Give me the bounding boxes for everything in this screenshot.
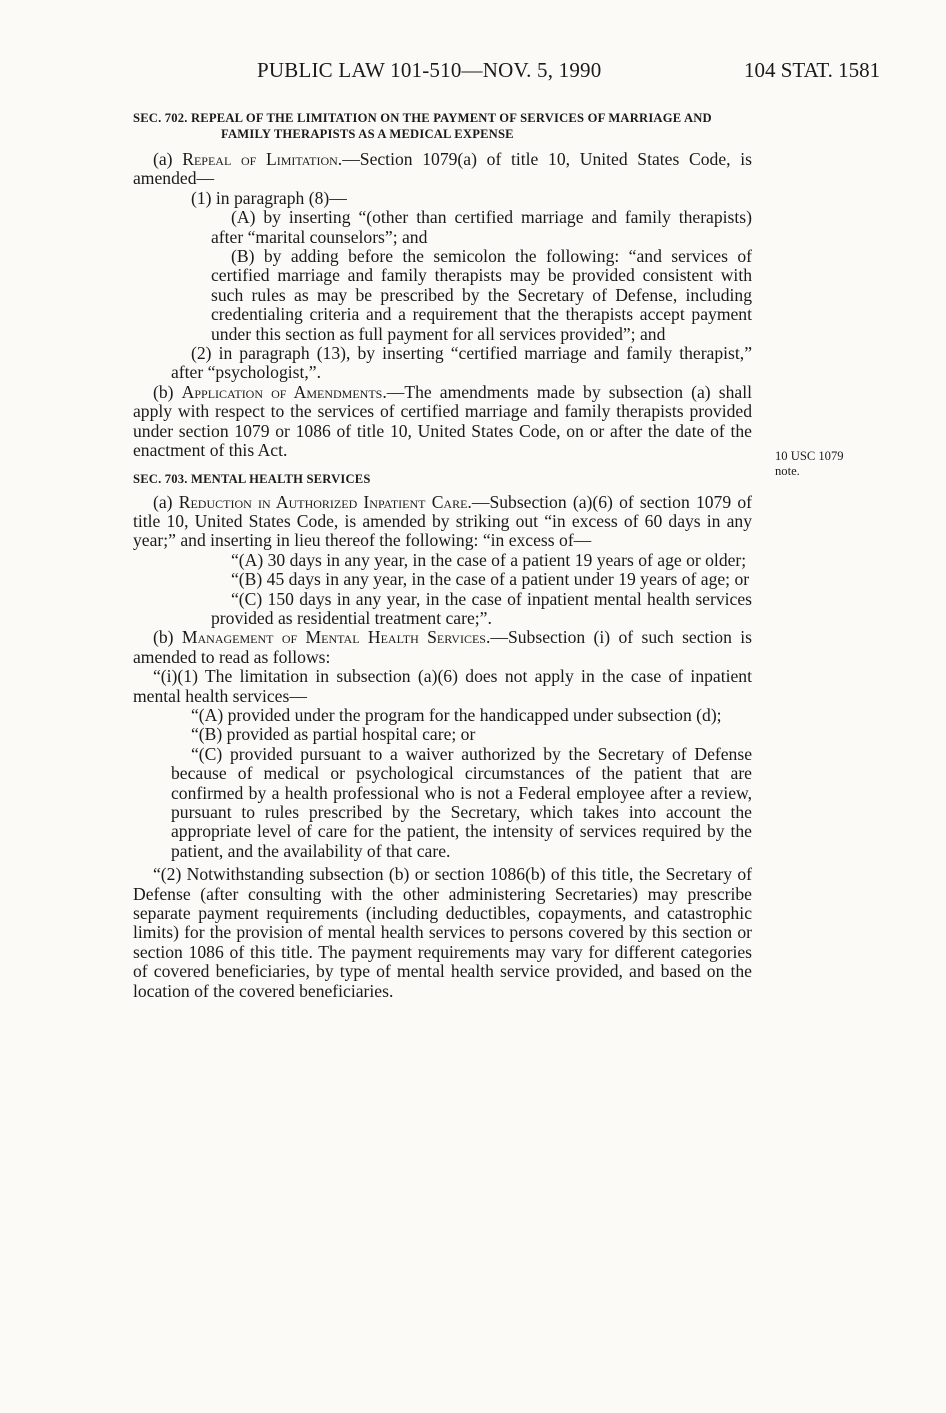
- margin-note: [775, 449, 885, 479]
- subsection-caption: Repeal of Limitation.: [182, 149, 343, 169]
- sec702-subparagraph-A: (A) by inserting “(other than certified marriage and family therapists) after “marital counselors”; and: [211, 207, 752, 247]
- sec703-clause-i1B: “(B) provided as partial hospital care; or: [191, 724, 476, 745]
- sec703-clause-B: “(B) 45 days in any year, in the case of a patient under 19 years of age; or: [231, 569, 750, 590]
- page-title: PUBLIC LAW 101-510—NOV. 5, 1990: [257, 58, 602, 82]
- subsection-text: —Section 1079(a) of title 10, United States Code, is amended—: [133, 149, 752, 189]
- margin-note-citation: 10 USC 1079: [775, 449, 844, 463]
- sec703-clause-i1A: “(A) provided under the program for the handicapped under subsection (d);: [191, 704, 722, 725]
- sec702-subsection-b: [133, 383, 752, 461]
- main-text: [133, 110, 752, 1001]
- statute-page-number: 104 STAT. 1581: [744, 58, 881, 82]
- sec702-subparagraph-B: (B) by adding before the semicolon the following: “and services of certified marriage and family therapists may be provided consistent with such rules as may be prescribed by the Secretary of Defense, including credentialing criteria and a requirement that the therapists accept payment under this section as full payment for all services provided”; and: [211, 246, 752, 344]
- sec702-subsection-a: [133, 150, 752, 189]
- subsection-label: (a): [153, 149, 183, 169]
- sec703-clause-i1C: “(C) provided pursuant to a waiver authorized by the Secretary of Defense because of medical or psychological circumstances of the patient that are confirmed by a health professional who is not a Federal employee after a review, pursuant to rules prescribed by the Secretary, which takes into account the appropriate level of care for the patient, the intensity of services required by the patient, and the availability of that care.: [171, 743, 752, 861]
- section-703-heading: SEC. 703. MENTAL HEALTH SERVICES: [133, 471, 371, 486]
- sec703-subsection-b: [133, 628, 752, 667]
- sec702-paragraph-2: (2) in paragraph (13), by inserting “certified marriage and family therapist,” after “psychologist,”.: [171, 343, 752, 383]
- sec703-subsection-a: [133, 493, 752, 551]
- sec703-clause-A: “(A) 30 days in any year, in the case of a patient 19 years of age or older;: [231, 549, 747, 570]
- subsection-caption: Application of Amendments.: [181, 381, 387, 402]
- subsection-caption: Reduction in Authorized Inpatient Care.: [178, 491, 472, 512]
- subsection-label: (a): [153, 491, 179, 512]
- sec703-clause-C: “(C) 150 days in any year, in the case of inpatient mental health services provided as residential treatment care;”.: [211, 588, 752, 628]
- sec702-paragraph-1: (1) in paragraph (8)—: [191, 187, 347, 208]
- sec703-paragraph-i1: “(i)(1) The limitation in subsection (a)(6) does not apply in the case of inpatient mental health services—: [133, 666, 752, 706]
- section-702-heading: SEC. 702. REPEAL OF THE LIMITATION ON THE PAYMENT OF SERVICES OF MARRIAGE AND FAMILY THERAPISTS AS A MEDICAL EXPENSE: [133, 111, 712, 141]
- margin-note-label: note.: [775, 464, 800, 478]
- subsection-label: (b): [153, 627, 182, 648]
- subsection-caption: Management of Mental Health Services.: [181, 627, 491, 648]
- subsection-text: —The amendments made by subsection (a) shall apply with respect to the services of certified marriage and family therapists provided under section 1079 or 1086 of title 10, United States Code, on or after the date of the enactment of this Act.: [133, 381, 753, 461]
- subsection-label: (b): [153, 381, 182, 402]
- sec703-paragraph-i2: “(2) Notwithstanding subsection (b) or section 1086(b) of this title, the Secretary of Defense (after consulting with the other administering Secretaries) may prescribe separate payment requirements (including deductibles, copayments, and catastrophic limits) for the provision of mental health services to persons covered by this section or section 1086 of this title. The payment requirements may vary for different categories of covered beneficiaries, by type of mental health service provided, and based on the location of the covered beneficiaries.: [133, 864, 752, 1001]
- subsection-text: —Subsection (i) of such section is amended to read as follows:: [133, 627, 752, 667]
- subsection-text: —Subsection (a)(6) of section 1079 of title 10, United States Code, is amended by striking out “in excess of 60 days in any year;” and inserting in lieu thereof the following: “in excess of—: [133, 491, 752, 551]
- page-header: [0, 58, 946, 88]
